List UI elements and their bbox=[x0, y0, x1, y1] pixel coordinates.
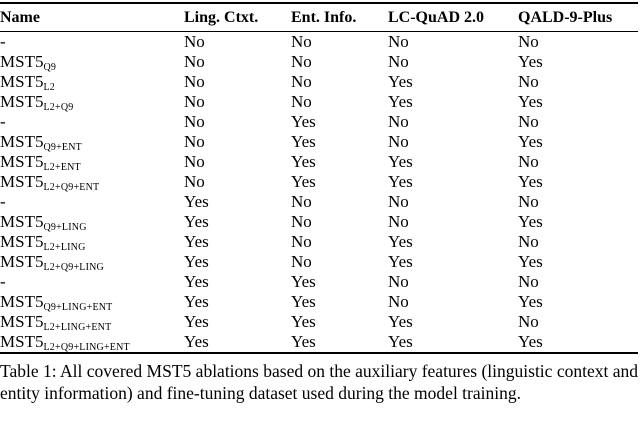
model-name: MST5 bbox=[0, 332, 44, 351]
model-name-cell bbox=[0, 232, 184, 252]
model-variant-subscript: L2+Q9+LING+ENT bbox=[43, 342, 130, 353]
lcquad-cell: Yes bbox=[388, 92, 413, 111]
ent-info-cell: No bbox=[291, 52, 312, 71]
lcquad-cell: No bbox=[388, 52, 409, 71]
table-header-row bbox=[0, 3, 638, 32]
ling-ctxt-cell: Yes bbox=[184, 332, 209, 351]
table-row bbox=[0, 312, 638, 332]
ent-info-cell: No bbox=[291, 212, 312, 231]
header-ent-info: Ent. Info. bbox=[291, 8, 357, 26]
lcquad-cell: Yes bbox=[388, 72, 413, 91]
qald-cell: No bbox=[518, 272, 539, 291]
lcquad-cell: Yes bbox=[388, 312, 413, 331]
table-row bbox=[0, 92, 638, 112]
table-row bbox=[0, 32, 638, 53]
ent-info-cell: No bbox=[291, 252, 312, 271]
lcquad-cell: Yes bbox=[388, 252, 413, 271]
model-name: - bbox=[0, 192, 6, 211]
qald-cell: Yes bbox=[518, 172, 543, 191]
table-row bbox=[0, 212, 638, 232]
model-name: MST5 bbox=[0, 292, 44, 311]
model-name: MST5 bbox=[0, 132, 44, 151]
qald-cell: No bbox=[518, 152, 539, 171]
qald-cell: Yes bbox=[518, 132, 543, 151]
qald-cell: No bbox=[518, 32, 539, 51]
model-variant-subscript: Q9+ENT bbox=[43, 142, 82, 152]
model-variant-subscript: L2 bbox=[43, 82, 55, 92]
ling-ctxt-cell: Yes bbox=[184, 212, 209, 231]
ling-ctxt-cell: No bbox=[184, 92, 205, 111]
ent-info-cell: No bbox=[291, 192, 312, 211]
model-variant-subscript: L2+Q9 bbox=[43, 102, 74, 112]
ling-ctxt-cell: No bbox=[184, 132, 205, 151]
model-variant-subscript: L2+Q9+LING bbox=[43, 262, 104, 272]
model-name: - bbox=[0, 32, 6, 51]
table-row bbox=[0, 132, 638, 152]
model-name: - bbox=[0, 112, 6, 131]
ling-ctxt-cell: No bbox=[184, 172, 205, 191]
model-name-cell bbox=[0, 252, 184, 272]
model-name-cell bbox=[0, 132, 184, 152]
lcquad-cell: No bbox=[388, 112, 409, 131]
lcquad-cell: No bbox=[388, 32, 409, 51]
qald-cell: Yes bbox=[518, 212, 543, 231]
model-name-cell bbox=[0, 112, 184, 132]
ent-info-cell: No bbox=[291, 232, 312, 251]
qald-cell: No bbox=[518, 192, 539, 211]
ent-info-cell: Yes bbox=[291, 112, 316, 131]
ling-ctxt-cell: No bbox=[184, 72, 205, 91]
model-name-cell bbox=[0, 192, 184, 212]
lcquad-cell: Yes bbox=[388, 232, 413, 251]
ling-ctxt-cell: Yes bbox=[184, 272, 209, 291]
qald-cell: Yes bbox=[518, 252, 543, 271]
ling-ctxt-cell: Yes bbox=[184, 292, 209, 311]
model-name: MST5 bbox=[0, 72, 44, 91]
ling-ctxt-cell: Yes bbox=[184, 232, 209, 251]
model-name-cell bbox=[0, 92, 184, 112]
model-name-cell bbox=[0, 212, 184, 232]
model-name-cell bbox=[0, 152, 184, 172]
qald-cell: No bbox=[518, 112, 539, 131]
model-variant-subscript: Q9+LING bbox=[43, 222, 87, 232]
model-name: MST5 bbox=[0, 312, 44, 331]
model-name-cell bbox=[0, 272, 184, 292]
qald-cell: Yes bbox=[518, 332, 543, 351]
lcquad-cell: Yes bbox=[388, 332, 413, 351]
lcquad-cell: No bbox=[388, 272, 409, 291]
table-row bbox=[0, 72, 638, 92]
ling-ctxt-cell: Yes bbox=[184, 192, 209, 211]
table-row bbox=[0, 272, 638, 292]
ent-info-cell: No bbox=[291, 72, 312, 91]
table-row bbox=[0, 292, 638, 312]
table-row bbox=[0, 332, 638, 353]
lcquad-cell: No bbox=[388, 212, 409, 231]
ent-info-cell: Yes bbox=[291, 292, 316, 311]
ent-info-cell: No bbox=[291, 92, 312, 111]
model-name: MST5 bbox=[0, 52, 44, 71]
model-name-cell bbox=[0, 52, 184, 72]
ent-info-cell: Yes bbox=[291, 152, 316, 171]
table-row bbox=[0, 232, 638, 252]
ent-info-cell: Yes bbox=[291, 332, 316, 351]
table-row bbox=[0, 152, 638, 172]
ling-ctxt-cell: No bbox=[184, 152, 205, 171]
ling-ctxt-cell: No bbox=[184, 52, 205, 71]
model-name-cell bbox=[0, 292, 184, 312]
ling-ctxt-cell: No bbox=[184, 112, 205, 131]
model-variant-subscript: L2+LING bbox=[43, 242, 86, 252]
table-row bbox=[0, 52, 638, 72]
model-name-cell bbox=[0, 172, 184, 192]
lcquad-cell: Yes bbox=[388, 172, 413, 191]
model-name: MST5 bbox=[0, 152, 44, 171]
header-qald: QALD-9-Plus bbox=[518, 8, 613, 26]
lcquad-cell: No bbox=[388, 292, 409, 311]
model-variant-subscript: L2+Q9+ENT bbox=[43, 182, 100, 192]
model-name-cell bbox=[0, 312, 184, 332]
ling-ctxt-cell: Yes bbox=[184, 252, 209, 271]
qald-cell: No bbox=[518, 72, 539, 91]
model-variant-subscript: Q9+LING+ENT bbox=[43, 302, 113, 312]
model-name: MST5 bbox=[0, 232, 44, 251]
model-name: - bbox=[0, 272, 6, 291]
header-lcquad: LC-QuAD 2.0 bbox=[388, 8, 485, 26]
qald-cell: Yes bbox=[518, 92, 543, 111]
ent-info-cell: Yes bbox=[291, 312, 316, 331]
model-name: MST5 bbox=[0, 92, 44, 111]
model-name-cell bbox=[0, 72, 184, 92]
ling-ctxt-cell: No bbox=[184, 32, 205, 51]
model-variant-subscript: L2+ENT bbox=[43, 162, 81, 172]
ablation-table bbox=[0, 2, 638, 354]
ent-info-cell: No bbox=[291, 32, 312, 51]
ling-ctxt-cell: Yes bbox=[184, 312, 209, 331]
qald-cell: Yes bbox=[518, 292, 543, 311]
qald-cell: Yes bbox=[518, 52, 543, 71]
qald-cell: No bbox=[518, 232, 539, 251]
ent-info-cell: Yes bbox=[291, 132, 316, 151]
lcquad-cell: Yes bbox=[388, 152, 413, 171]
table-row bbox=[0, 252, 638, 272]
model-name-cell bbox=[0, 332, 184, 353]
model-variant-subscript: L2+LING+ENT bbox=[43, 322, 112, 332]
header-ling-ctxt: Ling. Ctxt. bbox=[184, 8, 259, 26]
lcquad-cell: No bbox=[388, 132, 409, 151]
model-name: MST5 bbox=[0, 252, 44, 271]
lcquad-cell: No bbox=[388, 192, 409, 211]
table-row bbox=[0, 192, 638, 212]
table-caption: Table 1: All covered MST5 ablations based on the auxiliary features (linguistic context and entity information) and fine-tuning dataset used during the model training. bbox=[0, 361, 638, 403]
ent-info-cell: Yes bbox=[291, 172, 316, 191]
table-row bbox=[0, 112, 638, 132]
model-variant-subscript: Q9 bbox=[43, 62, 57, 72]
qald-cell: No bbox=[518, 312, 539, 331]
model-name-cell bbox=[0, 32, 184, 53]
model-name: MST5 bbox=[0, 172, 44, 191]
ent-info-cell: Yes bbox=[291, 272, 316, 291]
header-name: Name bbox=[0, 8, 40, 26]
table-row bbox=[0, 172, 638, 192]
model-name: MST5 bbox=[0, 212, 44, 231]
